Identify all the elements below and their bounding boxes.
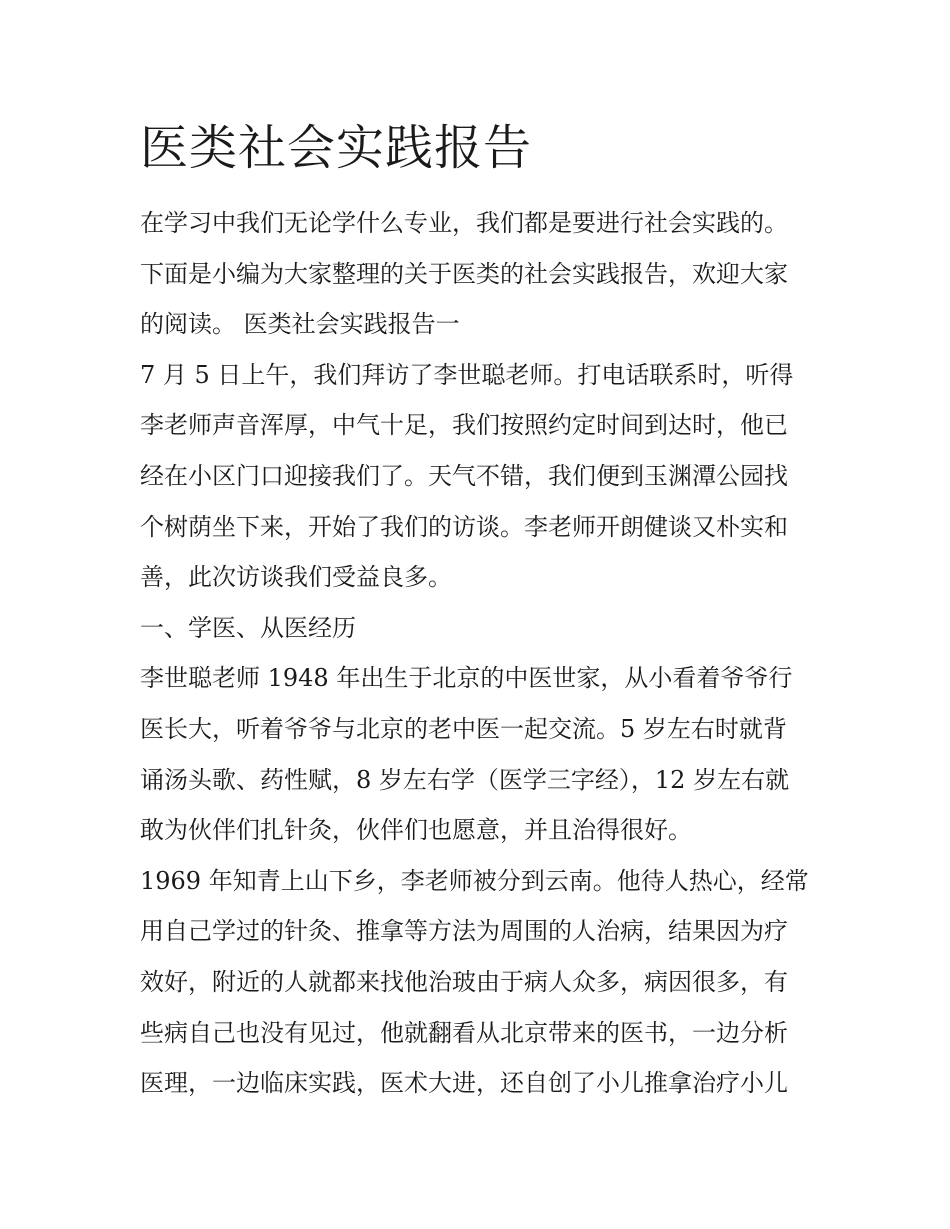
- body-line-17: 些病自己也没有见过，他就翻看从北京带来的医书，一边分析: [140, 1018, 788, 1047]
- body-line-13: 敢为伙伴们扎针灸，伙伴们也愿意，并且治得很好。: [140, 816, 692, 845]
- body-line-16: 效好，附近的人就都来找他治玻由于病人众多，病因很多，有: [140, 967, 788, 996]
- body-line-10: 李世聪老师 1948 年出生于北京的中医世家，从小看着爷爷行: [140, 664, 793, 693]
- body-line-14: 1969 年知青上山下乡，李老师被分到云南。他待人热心，经常: [140, 866, 809, 895]
- body-line-18: 医理，一边临床实践，医术大进，还自创了小儿推拿治疗小儿: [140, 1069, 788, 1098]
- body-line-12: 诵汤头歌、药性赋，8 岁左右学（医学三字经），12 岁左右就: [140, 765, 790, 794]
- document-body: [140, 198, 820, 1109]
- body-line-1: 在学习中我们无论学什么专业，我们都是要进行社会实践的。: [140, 209, 788, 237]
- body-line-7: 个树荫坐下来，开始了我们的访谈。李老师开朗健谈又朴实和: [140, 512, 788, 541]
- body-line-5: 李老师声音浑厚，中气十足，我们按照约定时间到达时，他已: [140, 411, 788, 440]
- section-heading: 一、学医、从医经历: [140, 613, 356, 642]
- body-line-2: 下面是小编为大家整理的关于医类的社会实践报告，欢迎大家: [140, 259, 788, 288]
- body-line-11: 医长大，听着爷爷与北京的老中医一起交流。5 岁左右时就背: [140, 714, 787, 743]
- body-line-4: 7 月 5 日上午，我们拜访了李世聪老师。打电话联系时，听得: [140, 360, 794, 389]
- body-line-8: 善，此次访谈我们受益良多。: [140, 563, 452, 592]
- body-line-6: 经在小区门口迎接我们了。天气不错，我们便到玉渊潭公园找: [140, 461, 788, 490]
- body-line-3: 的阅读。 医类社会实践报告一: [140, 310, 460, 339]
- document-title: 医类社会实践报告: [140, 120, 533, 176]
- body-line-15: 用自己学过的针灸、推拿等方法为周围的人治病，结果因为疗: [140, 917, 788, 946]
